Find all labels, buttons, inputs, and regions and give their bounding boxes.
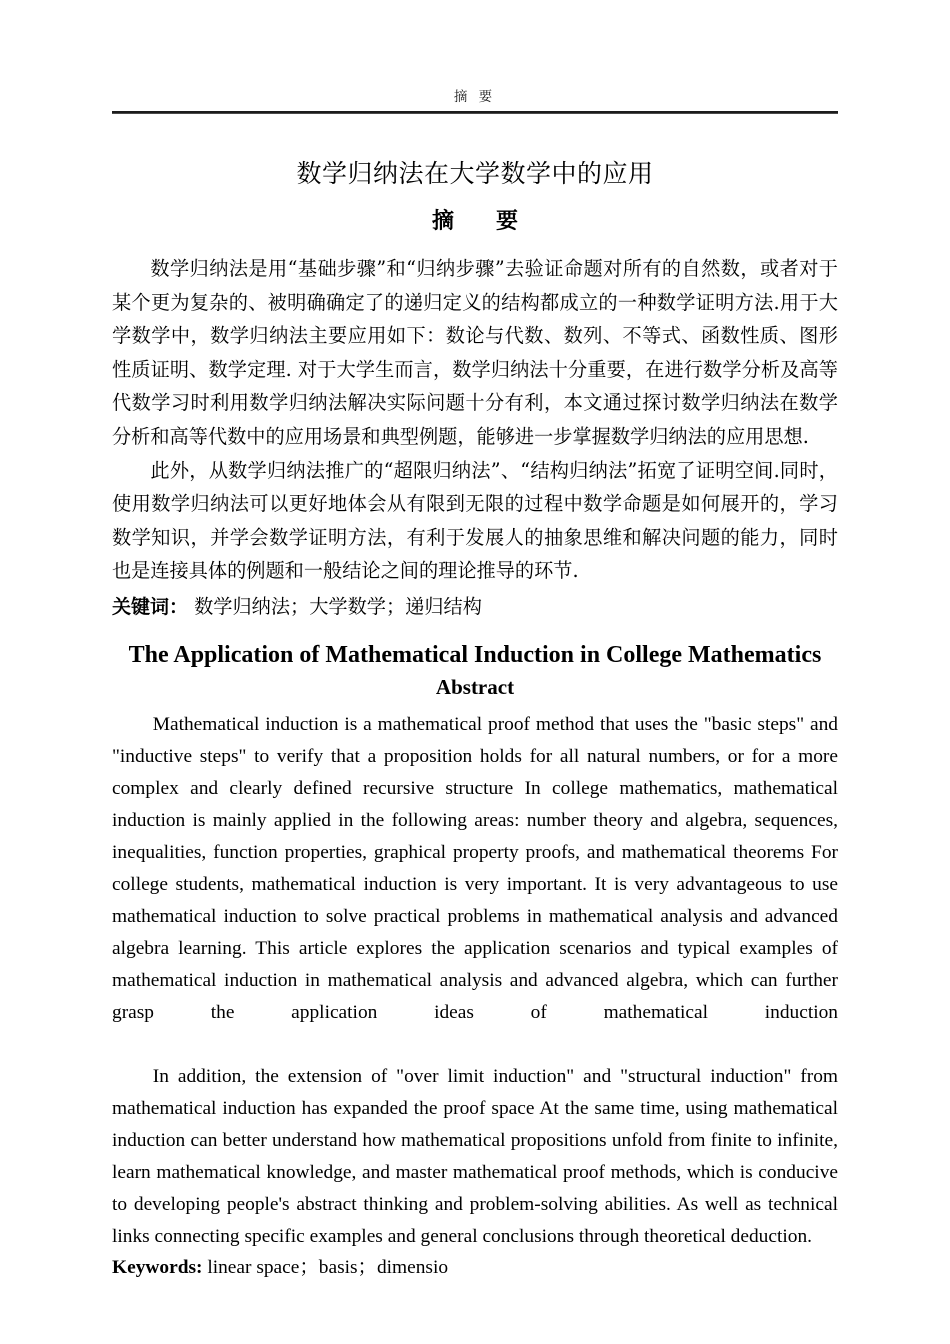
header-divider-rule [112,111,838,114]
page-header [112,88,838,114]
english-keywords-label: Keywords: [112,1256,203,1278]
chinese-abstract-heading: 摘 要 [431,209,528,234]
english-abstract-heading: Abstract [435,674,515,699]
document-content [112,140,838,1283]
chinese-keywords-line [112,588,838,625]
running-header-title: 摘 要 [453,89,497,104]
chinese-abstract-paragraph-1: 数学归纳法是用“基础步骤”和“归纳步骤”去验证命题对所有的自然数，或者对于某个更为复杂的、被明确确定了的递归定义的结构都成立的一种数学证明方法.用于大学数学中，数学归纳法主要应用如下：数论与代数、数列、不等式、函数性质、图形性质证明、数学定理. 对于大学生而言，数学归纳法十分重要，在进行数学分析及高等代数学习时利用数学归纳法解决实际问题十分有利，本文通过探讨数学归纳法在数学分析和高等代数中的应用场景和典型例题，能够进一步掌握数学归纳法的应用思想. [112,257,838,448]
english-keywords-value: linear space；basis；dimensio [202,1256,449,1278]
chinese-keywords-label: 关键词： [112,595,189,618]
chinese-keywords-value: 数学归纳法；大学数学；递归结构 [188,594,482,618]
chinese-title: 数学归纳法在大学数学中的应用 [296,159,654,188]
english-abstract-paragraph-1: Mathematical induction is a mathematical proof method that uses the "basic steps" and "inductive steps" to verify that a proposition holds for all natural numbers, or for a more complex and clearly defined recursive structure In college mathematics, mathematical induction is mainly applied in the following areas: number theory and algebra, sequences, inequalities, function properties, graphical property proofs, and mathematical theorems For college students, mathematical induction is very important. It is very advantageous to use mathematical induction to solve practical problems in mathematical analysis and advanced algebra learning. This article explores the application scenarios and typical examples of mathematical induction in mathematical analysis and advanced algebra, which can further grasp the application ideas of mathematical induction [112,713,838,1023]
chinese-abstract-paragraph-2: 此外，从数学归纳法推广的“超限归纳法”、“结构归纳法”拓宽了证明空间.同时，使用数学归纳法可以更好地体会从有限到无限的过程中数学命题是如何展开的，学习数学知识，并学会数学证明方法，有利于发展人的抽象思维和解决问题的能力，同时也是连接具体的例题和一般结论之间的理论推导的环节. [112,458,838,583]
english-title: The Application of Mathematical Induction in College Mathematics [128,641,822,668]
english-abstract-paragraph-2: In addition, the extension of "over limit induction" and "structural induction" from mathematical induction has expanded the proof space At the same time, using mathematical induction can better understand how mathematical propositions unfold from finite to infinite, learn mathematical knowledge, and master mathematical proof methods, which is conducive to developing people's abstract thinking and problem-solving abilities. As well as technical links connecting specific examples and general conclusions through theoretical deduction. [112,1065,838,1247]
english-keywords-line [112,1253,838,1283]
